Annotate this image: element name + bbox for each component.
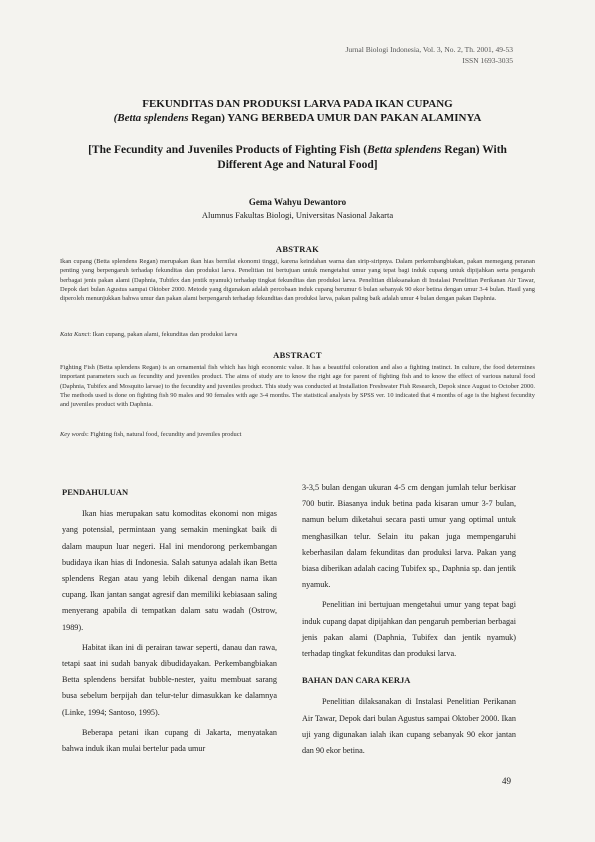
title-en-part-b: Regan) With [441, 144, 507, 156]
title-id-line2 [60, 111, 535, 125]
journal-header [283, 44, 513, 66]
title-id-line2-rest: Regan) YANG BERBEDA UMUR DAN PAKAN ALAMINYA [188, 112, 482, 124]
journal-issn: ISSN 1693-3035 [462, 56, 513, 65]
abstrak-keywords-list: : Ikan cupang, pakan alami, fekunditas dan produksi larva [89, 331, 238, 338]
abstract-heading: ABSTRACT [273, 350, 322, 360]
title-en-line2: Different Age and Natural Food] [217, 158, 378, 171]
abstract-keywords [60, 430, 535, 439]
journal-citation: Jurnal Biologi Indonesia, Vol. 3, No. 2, Th. 2001, 49-53 [345, 45, 513, 54]
abstract-text: Fighting Fish (Betta splendens Regan) is an ornamental fish which has high economic value. It has a beautiful coloration and also a fighting instinct. In culture, the food determines important parameters such as fecundity and juveniles product. The aims of study are to know the right age for parent of fighting fish and to know the effect of various natural food (Daphnia, Tubifex and Mosquito larvae) to the fecundity and juveniles product. This study was conducted at Installation Freshwater Fish Research, Depok since August to October 2000. The methods used is done on fighting fish 90 males and 90 females with age 3-4 months. The statistical analysis by SPSS ver. 10 indicated that 4 months of age is the highest fecundity and juveniles product with Daphnia. [60, 364, 535, 409]
abstrak-keywords [60, 330, 535, 339]
abstrak-heading: ABSTRAK [275, 244, 320, 254]
abstrak-text: Ikan cupang (Betta splendens Regan) merupakan ikan hias bernilai ekonomi tinggi, karena keindahan warna dan sirip-siripnya. Dalam perkembangbiakan, pakan memegang peranan penting yang berpengaruh terhadap fekunditas dan produksi larva. Penelitian ini bertujuan untuk mengetahui umur yang tepat bagi induk cupang untuk dipijahkan serta pengaruh berbagai jenis pakan alami (Daphnia, Tubifex dan jentik nyamuk) terhadap tingkat fekunditas dan produksi larva. Penelitian dilaksanakan di Instalasi Penelitian Perikanan Air Tawar, Depok dari bulan Agustus sampai Oktober 2000. Metode yang digunakan adalah percobaan induk cupang berumur 6 bulan sebanyak 90 ekor betina dengan umur 3-4 bulan. Hasil yang diperoleh menunjukkan bahwa umur dan pakan alami berpengaruh terhadap fekunditas dan produksi larva, pakan paling baik adalah umur 4 bulan dengan pakan Daphnia. [60, 258, 535, 303]
bahan-heading: BAHAN DAN CARA KERJA [302, 675, 411, 686]
page-number: 49 [502, 776, 511, 786]
right-paragraph-3: Penelitian dilaksanakan di Instalasi Penelitian Perikanan Air Tawar, Depok dari bulan Agustus sampai Oktober 2000. Ikan uji yang digunakan ialah ikan cupang sebanyak 90 ekor jantan dan 90 ekor betina. [302, 697, 516, 756]
abstract-keywords-list: : Fighting fish, natural food, fecundity and juveniles product [86, 431, 242, 438]
title-id-line1: FEKUNDITAS DAN PRODUKSI LARVA PADA IKAN CUPANG [142, 98, 453, 110]
title-en-part-a: [The Fecundity and Juveniles Products of Fighting Fish ( [88, 144, 368, 156]
column-right [302, 480, 516, 759]
column-left [62, 480, 277, 757]
pendahuluan-paragraph-3: Beberapa petani ikan cupang di Jakarta, menyatakan bahwa induk ikan mulai bertelur pada umur [62, 727, 277, 754]
right-paragraph-1: 3-3,5 bulan dengan ukuran 4-5 cm dengan jumlah telur berkisar 700 butir. Biasanya induk betina pada kisaran umur 3-7 bulan, namun belum diketahui secara pasti umur yang optimal untuk menghasilkan telur. Selain itu pakan juga mempengaruhi keberhasilan dalam fekunditas dan produksi larva. Pakan yang biasa diberikan adalah cacing Tubifex sp., Daphnia sp. dan jentik nyamuk. [302, 483, 516, 590]
pendahuluan-paragraph-2: Habitat ikan ini di perairan tawar seperti, danau dan rawa, tetapi saat ini sudah banyak dibudidayakan. Perkembangbiakan Betta splendens bersifat bubble-nester, yaitu membuat sarang busa sebelum berpijah dan telur-telur dimasukkan ke dalamnya (Linke, 1994; Santoso, 1995). [62, 642, 277, 717]
author-affiliation: Alumnus Fakultas Biologi, Universitas Nasional Jakarta [201, 210, 394, 220]
abstrak-keywords-label: Kata Kunci [60, 331, 90, 338]
title-en-line1 [60, 143, 535, 158]
pendahuluan-heading: PENDAHULUAN [62, 487, 129, 497]
right-paragraph-2: Penelitian ini bertujuan mengetahui umur yang tepat bagi induk cupang dapat dipijahkan dan pengaruh pemberian berbagai jenis pakan alami (Daphnia, Tubifex dan jentik nyamuk) terhadap tingkat fekunditas dan produksi larva. [302, 600, 516, 659]
title-english [60, 143, 535, 172]
title-id-species: (Betta splendens [113, 112, 189, 124]
title-indonesian [60, 97, 535, 125]
title-en-species: Betta splendens [367, 144, 442, 156]
abstract-keywords-label: Key words [60, 431, 87, 438]
pendahuluan-paragraph-1: Ikan hias merupakan satu komoditas ekonomi non migas yang potensial, permintaan yang semakin meningkat baik di dalam maupun luar negeri. Hal ini mendorong perkembangan budidaya ikan hias di Indonesia. Salah satunya adalah ikan Betta splendens Regan atau yang lebih dikenal dengan nama ikan cupang. Ikan jantan sangat agresif dan memiliki kebiasaan saling menyerang apabila di tempatkan dalam satu wadah (Ostrow, 1989). [62, 509, 277, 632]
author-name: Gema Wahyu Dewantoro [248, 197, 347, 207]
